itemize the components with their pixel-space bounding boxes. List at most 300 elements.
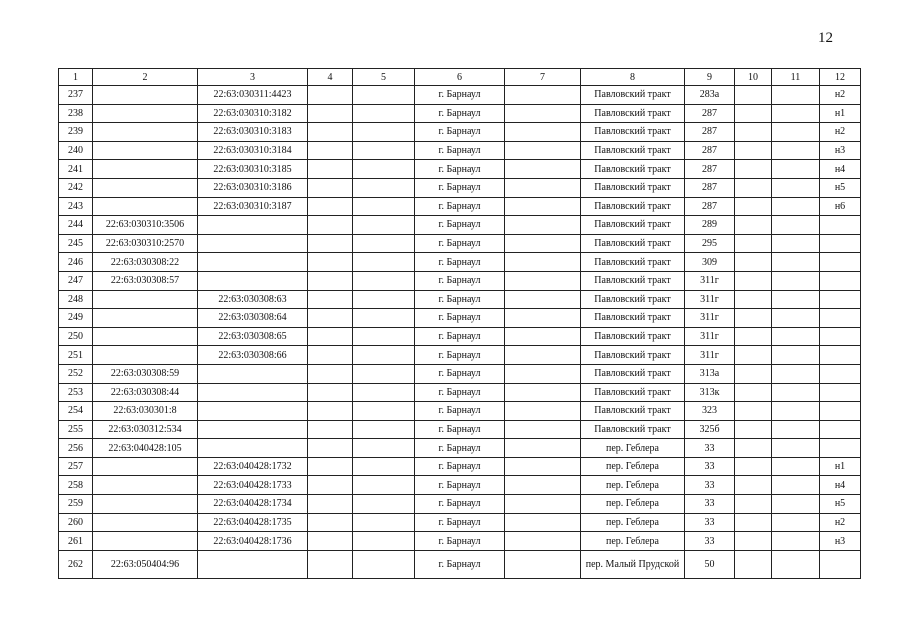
table-cell: 309 <box>685 253 735 272</box>
table-cell <box>505 532 581 551</box>
table-cell: Павловский тракт <box>581 104 685 123</box>
table-cell <box>505 495 581 514</box>
table-cell <box>198 364 308 383</box>
table-cell <box>735 160 772 179</box>
table-cell: 22:63:030310:3183 <box>198 123 308 142</box>
table-cell: 22:63:030312:534 <box>93 420 198 439</box>
table-cell <box>353 290 415 309</box>
table-cell <box>505 550 581 578</box>
table-cell: 33 <box>685 457 735 476</box>
table-cell: г. Барнаул <box>415 141 505 160</box>
header-row <box>59 69 861 86</box>
table-cell <box>505 309 581 328</box>
table-cell: Павловский тракт <box>581 420 685 439</box>
table-row <box>59 439 861 458</box>
table-cell <box>735 439 772 458</box>
table-cell: г. Барнаул <box>415 402 505 421</box>
table-body <box>59 86 861 579</box>
table-cell: 295 <box>685 234 735 253</box>
table-cell <box>735 86 772 105</box>
table-cell <box>820 383 861 402</box>
table-row <box>59 104 861 123</box>
table-cell: пер. Геблера <box>581 495 685 514</box>
table-cell: 287 <box>685 160 735 179</box>
table-cell <box>308 327 353 346</box>
table-cell <box>308 420 353 439</box>
table-cell <box>198 253 308 272</box>
table-cell: Павловский тракт <box>581 290 685 309</box>
table-cell: г. Барнаул <box>415 476 505 495</box>
table-cell: пер. Малый Прудской <box>581 550 685 578</box>
table-cell <box>772 104 820 123</box>
table-cell: 323 <box>685 402 735 421</box>
table-cell <box>198 439 308 458</box>
table-cell: 261 <box>59 532 93 551</box>
table-cell <box>505 476 581 495</box>
column-header: 1 <box>59 69 93 86</box>
table-row <box>59 346 861 365</box>
table-cell: пер. Геблера <box>581 476 685 495</box>
table-cell <box>353 513 415 532</box>
table-cell: г. Барнаул <box>415 290 505 309</box>
table-cell: 22:63:030310:2570 <box>93 234 198 253</box>
table-cell <box>505 234 581 253</box>
table-cell <box>308 234 353 253</box>
table-cell <box>772 234 820 253</box>
table-cell <box>772 327 820 346</box>
table-cell <box>505 364 581 383</box>
table-cell <box>308 141 353 160</box>
table-cell: 22:63:030308:22 <box>93 253 198 272</box>
table-row <box>59 327 861 346</box>
table-cell <box>505 160 581 179</box>
table-cell <box>308 346 353 365</box>
table-row <box>59 290 861 309</box>
table-row <box>59 476 861 495</box>
table-cell: г. Барнаул <box>415 513 505 532</box>
table-cell <box>505 104 581 123</box>
table-row <box>59 197 861 216</box>
table-cell <box>735 234 772 253</box>
table-cell: 22:63:030310:3506 <box>93 216 198 235</box>
table-cell: н4 <box>820 160 861 179</box>
table-cell: 289 <box>685 216 735 235</box>
table-cell: 255 <box>59 420 93 439</box>
table-row <box>59 364 861 383</box>
table-cell <box>772 402 820 421</box>
table-cell: Павловский тракт <box>581 402 685 421</box>
table-cell <box>735 346 772 365</box>
table-cell <box>772 253 820 272</box>
table-cell <box>735 383 772 402</box>
table-cell: пер. Геблера <box>581 513 685 532</box>
table-cell: 33 <box>685 532 735 551</box>
table-row <box>59 86 861 105</box>
table-cell: г. Барнаул <box>415 364 505 383</box>
table-cell: 239 <box>59 123 93 142</box>
table-cell <box>353 234 415 253</box>
table-cell <box>735 457 772 476</box>
table-cell <box>353 495 415 514</box>
table-cell: н4 <box>820 476 861 495</box>
table-cell: г. Барнаул <box>415 104 505 123</box>
table-cell <box>735 141 772 160</box>
table-cell <box>308 457 353 476</box>
table-cell: г. Барнаул <box>415 253 505 272</box>
table-cell: 311г <box>685 271 735 290</box>
table-cell: г. Барнаул <box>415 457 505 476</box>
table-cell <box>735 216 772 235</box>
table-cell: 248 <box>59 290 93 309</box>
table-cell: 242 <box>59 178 93 197</box>
table-cell <box>93 123 198 142</box>
table-cell: 260 <box>59 513 93 532</box>
table-cell <box>505 216 581 235</box>
table-cell <box>735 364 772 383</box>
table-cell <box>772 160 820 179</box>
table-cell <box>772 309 820 328</box>
column-header: 3 <box>198 69 308 86</box>
table-cell <box>772 439 820 458</box>
table-cell <box>93 309 198 328</box>
table-cell <box>820 402 861 421</box>
table-cell: 256 <box>59 439 93 458</box>
table-cell: Павловский тракт <box>581 141 685 160</box>
table-cell <box>772 197 820 216</box>
table-cell <box>505 457 581 476</box>
table-cell: Павловский тракт <box>581 197 685 216</box>
table-cell <box>198 402 308 421</box>
table-row <box>59 253 861 272</box>
table-cell <box>820 309 861 328</box>
table-cell <box>353 420 415 439</box>
table-cell <box>820 271 861 290</box>
table-cell <box>772 271 820 290</box>
table-cell <box>308 104 353 123</box>
table-cell <box>353 271 415 290</box>
table-row <box>59 141 861 160</box>
table-cell <box>93 141 198 160</box>
table-cell <box>772 457 820 476</box>
table-cell: 22:63:030310:3187 <box>198 197 308 216</box>
table-cell: г. Барнаул <box>415 346 505 365</box>
table-cell <box>820 364 861 383</box>
table-cell: 22:63:030310:3184 <box>198 141 308 160</box>
column-header: 2 <box>93 69 198 86</box>
table-cell: 251 <box>59 346 93 365</box>
table-cell <box>308 532 353 551</box>
table-cell: Павловский тракт <box>581 86 685 105</box>
table-cell <box>308 290 353 309</box>
table-cell: 245 <box>59 234 93 253</box>
table-cell: 33 <box>685 495 735 514</box>
table-cell <box>772 86 820 105</box>
table-cell <box>308 550 353 578</box>
table-row <box>59 271 861 290</box>
table-cell <box>735 123 772 142</box>
table-cell <box>353 346 415 365</box>
table-cell: 311г <box>685 309 735 328</box>
table-cell: 313к <box>685 383 735 402</box>
column-header: 4 <box>308 69 353 86</box>
table-cell <box>772 383 820 402</box>
table-cell <box>735 178 772 197</box>
table-cell <box>353 532 415 551</box>
table-cell <box>308 364 353 383</box>
table-cell: Павловский тракт <box>581 327 685 346</box>
table-cell <box>308 513 353 532</box>
table-cell <box>820 439 861 458</box>
table-cell: 254 <box>59 402 93 421</box>
table-row <box>59 550 861 578</box>
table-cell <box>308 309 353 328</box>
table-cell: 287 <box>685 141 735 160</box>
table-cell <box>772 216 820 235</box>
table-cell: 247 <box>59 271 93 290</box>
table-cell <box>772 346 820 365</box>
table-cell: 311г <box>685 346 735 365</box>
table-cell <box>353 216 415 235</box>
table-cell <box>308 178 353 197</box>
table-cell <box>820 290 861 309</box>
table-cell: Павловский тракт <box>581 364 685 383</box>
table-cell: н2 <box>820 86 861 105</box>
table-cell <box>505 290 581 309</box>
table-cell <box>735 476 772 495</box>
table-cell: 250 <box>59 327 93 346</box>
table-cell <box>505 346 581 365</box>
table-cell <box>353 476 415 495</box>
table-cell: 33 <box>685 439 735 458</box>
table-cell: 258 <box>59 476 93 495</box>
table-cell: пер. Геблера <box>581 457 685 476</box>
table-cell <box>505 197 581 216</box>
table-row <box>59 532 861 551</box>
table-cell: г. Барнаул <box>415 420 505 439</box>
table-cell: н5 <box>820 178 861 197</box>
table-cell <box>820 420 861 439</box>
table-cell: н6 <box>820 197 861 216</box>
table-row <box>59 513 861 532</box>
table-cell <box>353 86 415 105</box>
table-cell: Павловский тракт <box>581 234 685 253</box>
table-cell <box>772 178 820 197</box>
table-cell <box>772 513 820 532</box>
table-cell <box>505 253 581 272</box>
table-cell <box>505 327 581 346</box>
table-cell <box>505 123 581 142</box>
table-cell: пер. Геблера <box>581 439 685 458</box>
table-cell <box>735 271 772 290</box>
table-cell <box>735 253 772 272</box>
table-cell <box>353 141 415 160</box>
table-cell <box>772 532 820 551</box>
table-cell: 287 <box>685 197 735 216</box>
table-cell: г. Барнаул <box>415 86 505 105</box>
table-cell <box>308 271 353 290</box>
table-cell <box>772 476 820 495</box>
table-cell <box>735 495 772 514</box>
table-cell: г. Барнаул <box>415 495 505 514</box>
table-cell: г. Барнаул <box>415 439 505 458</box>
table-cell <box>308 439 353 458</box>
table-cell <box>772 364 820 383</box>
table-cell: г. Барнаул <box>415 271 505 290</box>
table-cell <box>93 532 198 551</box>
column-header: 6 <box>415 69 505 86</box>
table-cell: н5 <box>820 495 861 514</box>
table-cell <box>308 383 353 402</box>
table-cell <box>93 495 198 514</box>
table-cell: н3 <box>820 532 861 551</box>
table-cell <box>93 178 198 197</box>
table-cell: 22:63:040428:1736 <box>198 532 308 551</box>
table-cell: г. Барнаул <box>415 327 505 346</box>
table-cell <box>353 104 415 123</box>
table-cell: 241 <box>59 160 93 179</box>
table-cell <box>820 327 861 346</box>
register-table <box>58 68 861 579</box>
table-cell <box>308 86 353 105</box>
table-cell: 237 <box>59 86 93 105</box>
table-cell: Павловский тракт <box>581 383 685 402</box>
table-cell <box>505 420 581 439</box>
table-cell <box>308 495 353 514</box>
table-cell <box>353 253 415 272</box>
table-cell: 22:63:040428:105 <box>93 439 198 458</box>
table-cell: 22:63:030308:59 <box>93 364 198 383</box>
table-cell <box>505 271 581 290</box>
table-cell <box>735 402 772 421</box>
table-cell <box>308 476 353 495</box>
table-cell: Павловский тракт <box>581 216 685 235</box>
table-cell: г. Барнаул <box>415 383 505 402</box>
table-cell <box>308 253 353 272</box>
table-cell <box>735 309 772 328</box>
table-cell <box>820 253 861 272</box>
table-cell: 311г <box>685 290 735 309</box>
table-cell: 283а <box>685 86 735 105</box>
table-cell <box>308 160 353 179</box>
table-cell <box>772 290 820 309</box>
table-cell <box>772 123 820 142</box>
table-cell <box>505 86 581 105</box>
table-cell: н3 <box>820 141 861 160</box>
table-row <box>59 383 861 402</box>
table-cell: 325б <box>685 420 735 439</box>
table-cell <box>772 550 820 578</box>
table-cell: 33 <box>685 476 735 495</box>
table-cell <box>93 346 198 365</box>
table-cell: Павловский тракт <box>581 160 685 179</box>
table-cell <box>820 346 861 365</box>
table-cell <box>353 439 415 458</box>
table-cell <box>735 550 772 578</box>
table-cell: н2 <box>820 123 861 142</box>
table-cell: г. Барнаул <box>415 309 505 328</box>
table-cell <box>353 457 415 476</box>
table-cell <box>505 402 581 421</box>
table-row <box>59 457 861 476</box>
table-cell <box>505 439 581 458</box>
table-cell <box>820 234 861 253</box>
table-cell <box>353 178 415 197</box>
table-cell <box>353 402 415 421</box>
table-cell <box>308 402 353 421</box>
table-cell <box>308 197 353 216</box>
table-cell <box>93 327 198 346</box>
table-cell: 22:63:040428:1735 <box>198 513 308 532</box>
column-header: 10 <box>735 69 772 86</box>
table-cell: 22:63:030308:57 <box>93 271 198 290</box>
table-cell <box>93 104 198 123</box>
table-cell: Павловский тракт <box>581 178 685 197</box>
table-cell <box>772 495 820 514</box>
table-cell: пер. Геблера <box>581 532 685 551</box>
table-cell: 22:63:040428:1734 <box>198 495 308 514</box>
table-cell <box>735 420 772 439</box>
table-cell: 243 <box>59 197 93 216</box>
table-cell: г. Барнаул <box>415 532 505 551</box>
table-cell: н1 <box>820 104 861 123</box>
table-cell: 50 <box>685 550 735 578</box>
table-cell: 238 <box>59 104 93 123</box>
table-cell: Павловский тракт <box>581 346 685 365</box>
table-cell: 287 <box>685 104 735 123</box>
column-header: 5 <box>353 69 415 86</box>
table-cell: 22:63:030308:66 <box>198 346 308 365</box>
column-header: 7 <box>505 69 581 86</box>
table-cell <box>353 309 415 328</box>
table-cell: г. Барнаул <box>415 178 505 197</box>
table-cell: г. Барнаул <box>415 234 505 253</box>
table-cell: 22:63:030311:4423 <box>198 86 308 105</box>
table-cell: 22:63:030310:3186 <box>198 178 308 197</box>
table-cell: 253 <box>59 383 93 402</box>
table-cell <box>93 197 198 216</box>
table-cell: 259 <box>59 495 93 514</box>
table-cell: 22:63:030308:65 <box>198 327 308 346</box>
table-row <box>59 123 861 142</box>
table-cell <box>772 141 820 160</box>
table-cell <box>93 86 198 105</box>
table-cell <box>93 290 198 309</box>
table-cell <box>93 476 198 495</box>
table-cell <box>198 383 308 402</box>
table-cell: н2 <box>820 513 861 532</box>
column-header: 9 <box>685 69 735 86</box>
table-cell <box>353 197 415 216</box>
table-cell: 252 <box>59 364 93 383</box>
table-cell <box>93 160 198 179</box>
table-cell <box>198 420 308 439</box>
table-cell: 287 <box>685 178 735 197</box>
table-row <box>59 309 861 328</box>
table-cell: 287 <box>685 123 735 142</box>
page-number: 12 <box>818 30 833 46</box>
table-row <box>59 216 861 235</box>
table-cell <box>735 197 772 216</box>
table-cell <box>353 327 415 346</box>
table-cell: 22:63:040428:1732 <box>198 457 308 476</box>
column-header: 11 <box>772 69 820 86</box>
table-row <box>59 420 861 439</box>
table-cell <box>735 290 772 309</box>
table-cell <box>308 123 353 142</box>
table-cell <box>772 420 820 439</box>
table-cell: 22:63:050404:96 <box>93 550 198 578</box>
table-cell <box>505 178 581 197</box>
